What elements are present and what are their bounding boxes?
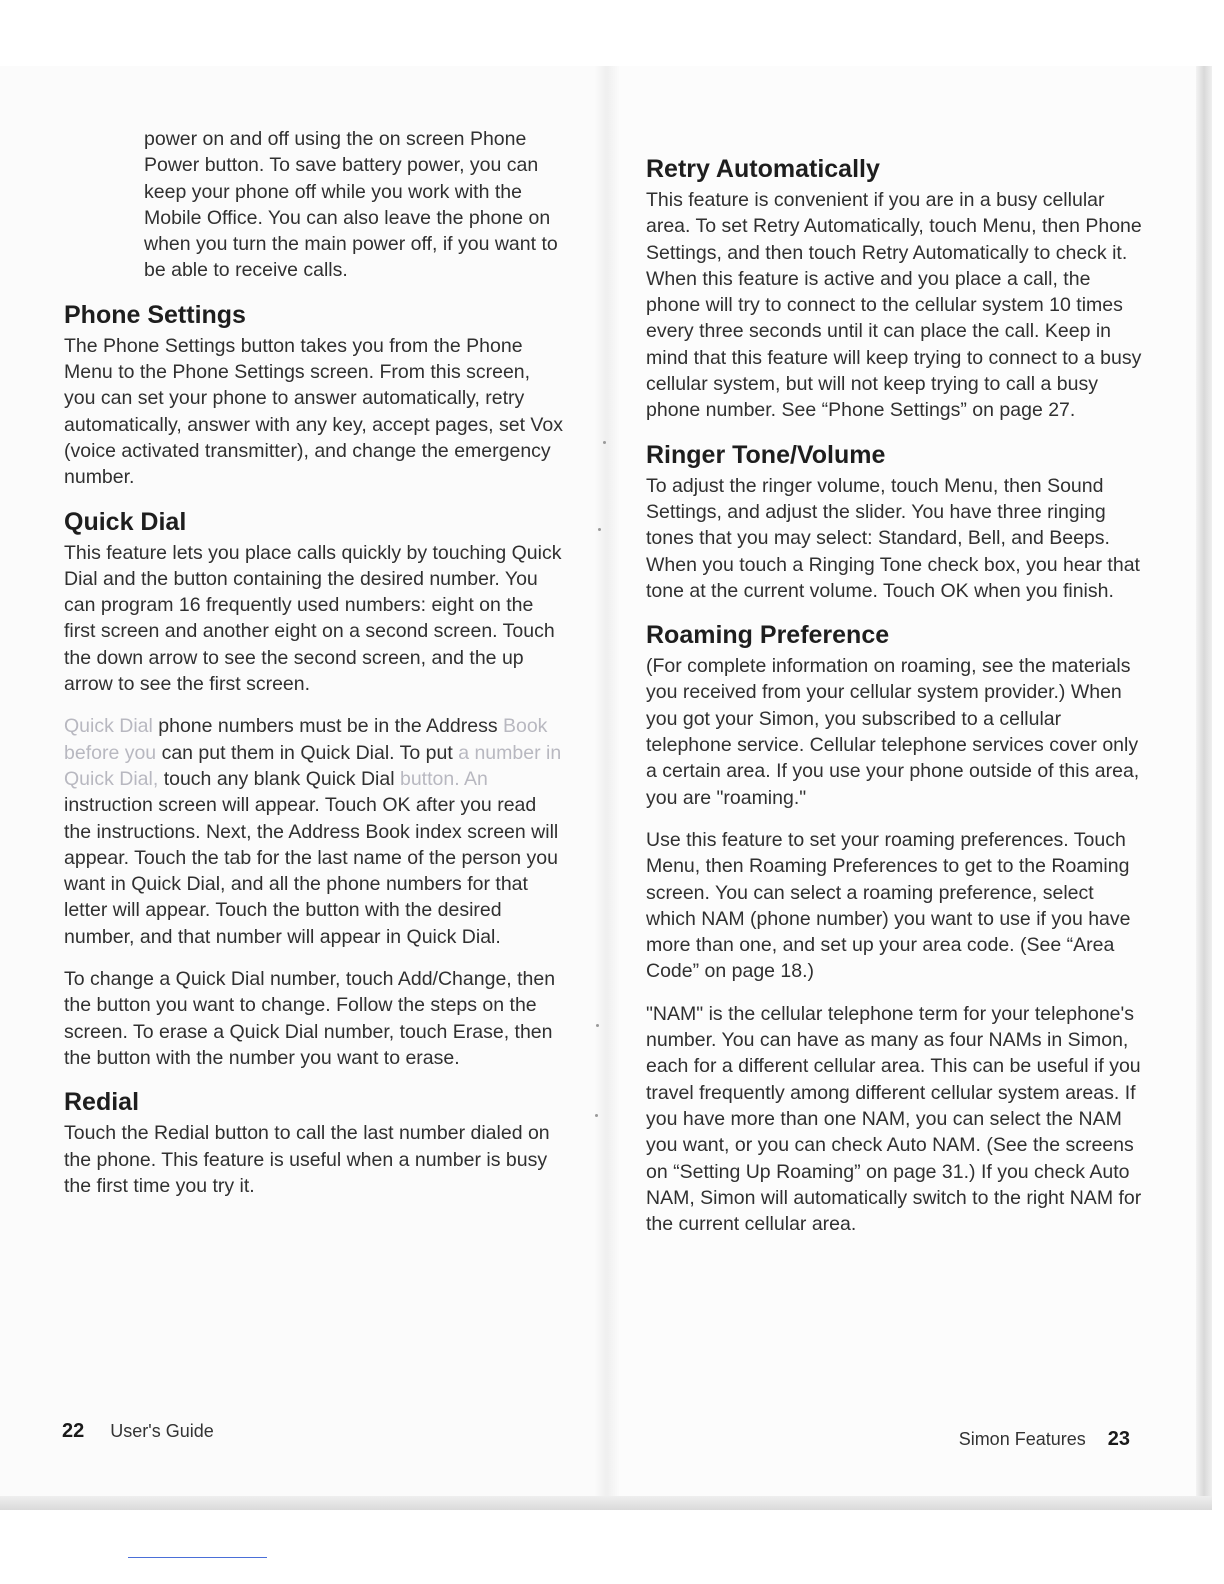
roaming-heading: Roaming Preference (646, 621, 890, 650)
scan-speck (598, 528, 601, 531)
footer-label-right: Simon Features (958, 1429, 1086, 1449)
quick-dial-paragraph-1: This feature lets you place calls quickly by touching Quick Dial and the button containing the desired number. You can program 16 frequently used numbers: eight on the first screen and another eight on a second screen. Touch the down arrow to see the second screen, and the up arrow to see the first screen. (64, 541, 562, 696)
quick-dial-heading: Quick Dial (64, 507, 187, 536)
scan-speck (603, 441, 606, 444)
redial-body: Touch the Redial button to call the last number dialed on the phone. This feature is useful when a number is busy the first time you try it. (64, 1122, 550, 1197)
left-page (0, 66, 606, 1506)
redial-heading: Redial (64, 1088, 140, 1117)
retry-heading: Retry Automatically (646, 155, 880, 183)
bottom-edge (0, 1496, 1212, 1510)
ringer-heading: Ringer Tone/Volume (646, 440, 886, 469)
roaming-paragraph-3: "NAM" is the cellular telephone term for your telephone's number. You can have as many as four NAMs in Simon, each for a different cellular area. This can be useful if you travel frequently among different cellular system areas. If you have more than one NAM, you can select the NAM you want, or you can check Auto NAM. (See the screens on “Setting Up Roaming” on page 31.) If you check Auto NAM, Simon will automatically switch to the right NAM for the current cellular area. (646, 1002, 1142, 1236)
scan-speck (596, 1024, 599, 1027)
right-footer (959, 1428, 1130, 1451)
ringer-body: To adjust the ringer volume, touch Menu, then Sound Settings, and adjust the slider. You have three ringing tones that you may select: Standard, Bell, and Beeps. When you touch a Ringing Tone check box, you hear that tone at the current volume. Touch OK when you finish. (646, 474, 1140, 602)
phone-settings-heading: Phone Settings (64, 300, 246, 329)
quick-dial-paragraph-3: To change a Quick Dial number, touch Add/Change, then the button you want to change. Follow the steps on the screen. To erase a Quick Dial number, touch Erase, then the button with the number you want to erase. (64, 968, 556, 1069)
page-edge (1196, 66, 1212, 1506)
quick-dial-paragraph-2: Quick Dial phone numbers must be in the Address Book before you can put them in Quick Dial. To put a number in Quick Dial, touch any blank Quick Dial button. An instruction screen will appear. Touch OK after you read the instructions. Next, the Address Book index screen will appear. Touch the tab for the last name of the person you want in Quick Dial, and all the phone numbers for that letter will appear. Touch the button with the desired number, and that number will appear in Quick Dial. (64, 715, 562, 948)
page-number-left: 22 (62, 1420, 85, 1442)
roaming-paragraph-2: Use this feature to set your roaming preferences. Touch Menu, then Roaming Preferences to get to the Roaming screen. You can select a roaming preference, select which NAM (phone number) you want to use if you have more than one, and set up your area code. (See “Area Code” on page 18.) (646, 828, 1131, 983)
retry-body: This feature is convenient if you are in a busy cellular area. To set Retry Automatically, touch Menu, then Phone Settings, and then touch Retry Automatically to check it. When this feature is active and you place a call, the phone will try to connect to the cellular system 10 times every three seconds until it can place the call. Keep in mind that this feature will keep trying to connect to a busy cellular system, but will not keep trying to call a busy phone number. See “Phone Settings” on page 27. (646, 189, 1142, 422)
roaming-paragraph-1: (For complete information on roaming, see the materials you received from your cellular system provider.) When you got your Simon, you subscribed to a cellular telephone service. Cellular telephone services cover only a certain area. If you use your phone outside of this area, you are "roaming." (646, 655, 1140, 809)
page-gutter (594, 66, 620, 1506)
book-spread (0, 66, 1212, 1506)
intro-paragraph: power on and off using the on screen Phone Power button. To save battery power, you can keep your phone off while you work with the Mobile Office. You can also leave the phone on when you turn the main power off, if you want to be able to receive calls. (144, 128, 558, 282)
phone-settings-body: The Phone Settings button takes you from the Phone Menu to the Phone Settings screen. From this screen, you can set your phone to answer automatically, retry automatically, answer with any key, accept pages, set Vox (voice activated transmitter), and change the emergency number. (64, 334, 563, 489)
page-number-right: 23 (1107, 1428, 1130, 1450)
left-footer (62, 1420, 214, 1443)
link-underline (128, 1557, 267, 1558)
scan-speck (595, 1114, 598, 1117)
left-column (64, 126, 564, 1215)
right-column (646, 140, 1148, 1253)
right-page (606, 66, 1212, 1506)
footer-label-left: User's Guide (110, 1421, 214, 1441)
